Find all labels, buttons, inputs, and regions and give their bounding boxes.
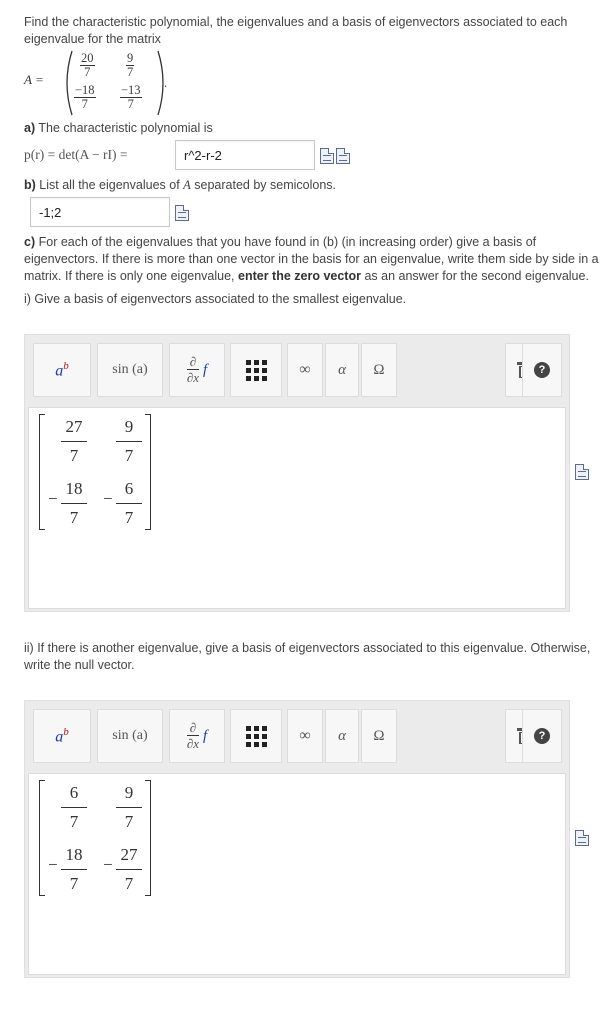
infinity-button[interactable]: ∞ xyxy=(287,709,323,763)
problem-intro: Find the characteristic polynomial, the eigenvalues and a basis of eigenvectors associated to each eigenvalue for the matrix xyxy=(24,15,568,46)
minus-sign: − xyxy=(103,489,113,508)
math-editor-1 xyxy=(24,334,570,612)
cell-1-1[interactable]: 6 7 xyxy=(59,782,89,833)
minus-sign: − xyxy=(48,855,58,874)
cell-2-1[interactable]: 18 7 xyxy=(59,478,89,529)
editor-toolbar xyxy=(25,335,569,407)
greek-lowercase-button[interactable]: α xyxy=(325,709,359,763)
cell-1-1[interactable]: 27 7 xyxy=(59,416,89,467)
cell-1-2[interactable]: 9 7 xyxy=(114,416,144,467)
grid-icon xyxy=(246,726,267,747)
editor-workspace[interactable] xyxy=(28,773,566,975)
help-icon: ? xyxy=(534,728,550,744)
preview-icon-c1[interactable] xyxy=(575,464,589,480)
greek-lowercase-button[interactable]: α xyxy=(325,343,359,397)
greek-uppercase-button[interactable]: Ω xyxy=(361,709,397,763)
editor-workspace[interactable] xyxy=(28,407,566,609)
eigenvalues-input[interactable]: -1;2 xyxy=(30,197,170,227)
matrix-period: . xyxy=(164,76,168,90)
minus-sign: − xyxy=(48,489,58,508)
cell-2-2[interactable]: 6 7 xyxy=(114,478,144,529)
calculus-button[interactable]: ∂ ∂x f xyxy=(169,343,225,397)
preview-icon-b[interactable] xyxy=(175,205,189,221)
minus-sign: − xyxy=(103,855,113,874)
cell-2-1[interactable]: 18 7 xyxy=(59,844,89,895)
editor-toolbar xyxy=(25,701,569,773)
calculus-button[interactable]: ∂ ∂x f xyxy=(169,709,225,763)
matrix-button[interactable] xyxy=(230,709,282,763)
function-button[interactable]: sin (a) xyxy=(97,709,163,763)
matrix-a22: $\frac{-13}{7}$ xyxy=(121,83,141,111)
function-button[interactable]: sin (a) xyxy=(97,343,163,397)
power-button[interactable]: $a^b$ xyxy=(33,709,91,763)
char-poly-input[interactable]: r^2-r-2 xyxy=(175,140,315,170)
math-editor-2 xyxy=(24,700,570,978)
char-poly-formula: p(r) = det(A − rI) = xyxy=(24,147,128,162)
matrix-a21: $\frac{-18}{7}$ xyxy=(75,83,95,111)
part-c-prompt: c) For each of the eigenvalues that you have found in (b) (in increasing order) give a basis of eigenvectors. If there is more than one vector in the basis for an eigenvalue, write them side by side in a matrix. If there is only one eigenvalue, enter the zero vector as an answer for the second eigenvalue. xyxy=(24,235,599,283)
part-b-prompt: b) List all the eigenvalues of A separated by semicolons. xyxy=(24,178,337,192)
grid-icon xyxy=(246,360,267,381)
cell-1-2[interactable]: 9 7 xyxy=(114,782,144,833)
help-button[interactable] xyxy=(522,709,562,763)
matrix-a11: $\frac{20}{7}$ xyxy=(81,51,94,79)
matrix-button[interactable] xyxy=(230,343,282,397)
help-icon: ? xyxy=(534,362,550,378)
preview-icon-c2[interactable] xyxy=(575,830,589,846)
matrix-a xyxy=(62,48,170,118)
part-a-prompt: a) The characteristic polynomial is xyxy=(24,121,213,135)
cell-2-2[interactable]: 27 7 xyxy=(114,844,144,895)
matrix-a12: $\frac{9}{7}$ xyxy=(127,51,134,79)
part-c-i-prompt: i) Give a basis of eigenvectors associated to the smallest eigenvalue. xyxy=(24,292,407,306)
matrix-label: A = xyxy=(24,72,44,87)
infinity-button[interactable]: ∞ xyxy=(287,343,323,397)
power-button[interactable]: $a^b$ xyxy=(33,343,91,397)
part-c-ii-prompt: ii) If there is another eigenvalue, give a basis of eigenvectors associated to this eigenvalue. Otherwise, write the null vector. xyxy=(24,641,591,672)
answer-matrix-1 xyxy=(39,414,151,530)
answer-matrix-2 xyxy=(39,780,151,896)
help-button-frame[interactable] xyxy=(522,343,562,397)
greek-uppercase-button[interactable]: Ω xyxy=(361,343,397,397)
equation-editor-icon[interactable] xyxy=(336,148,350,164)
preview-icon[interactable] xyxy=(320,148,334,164)
